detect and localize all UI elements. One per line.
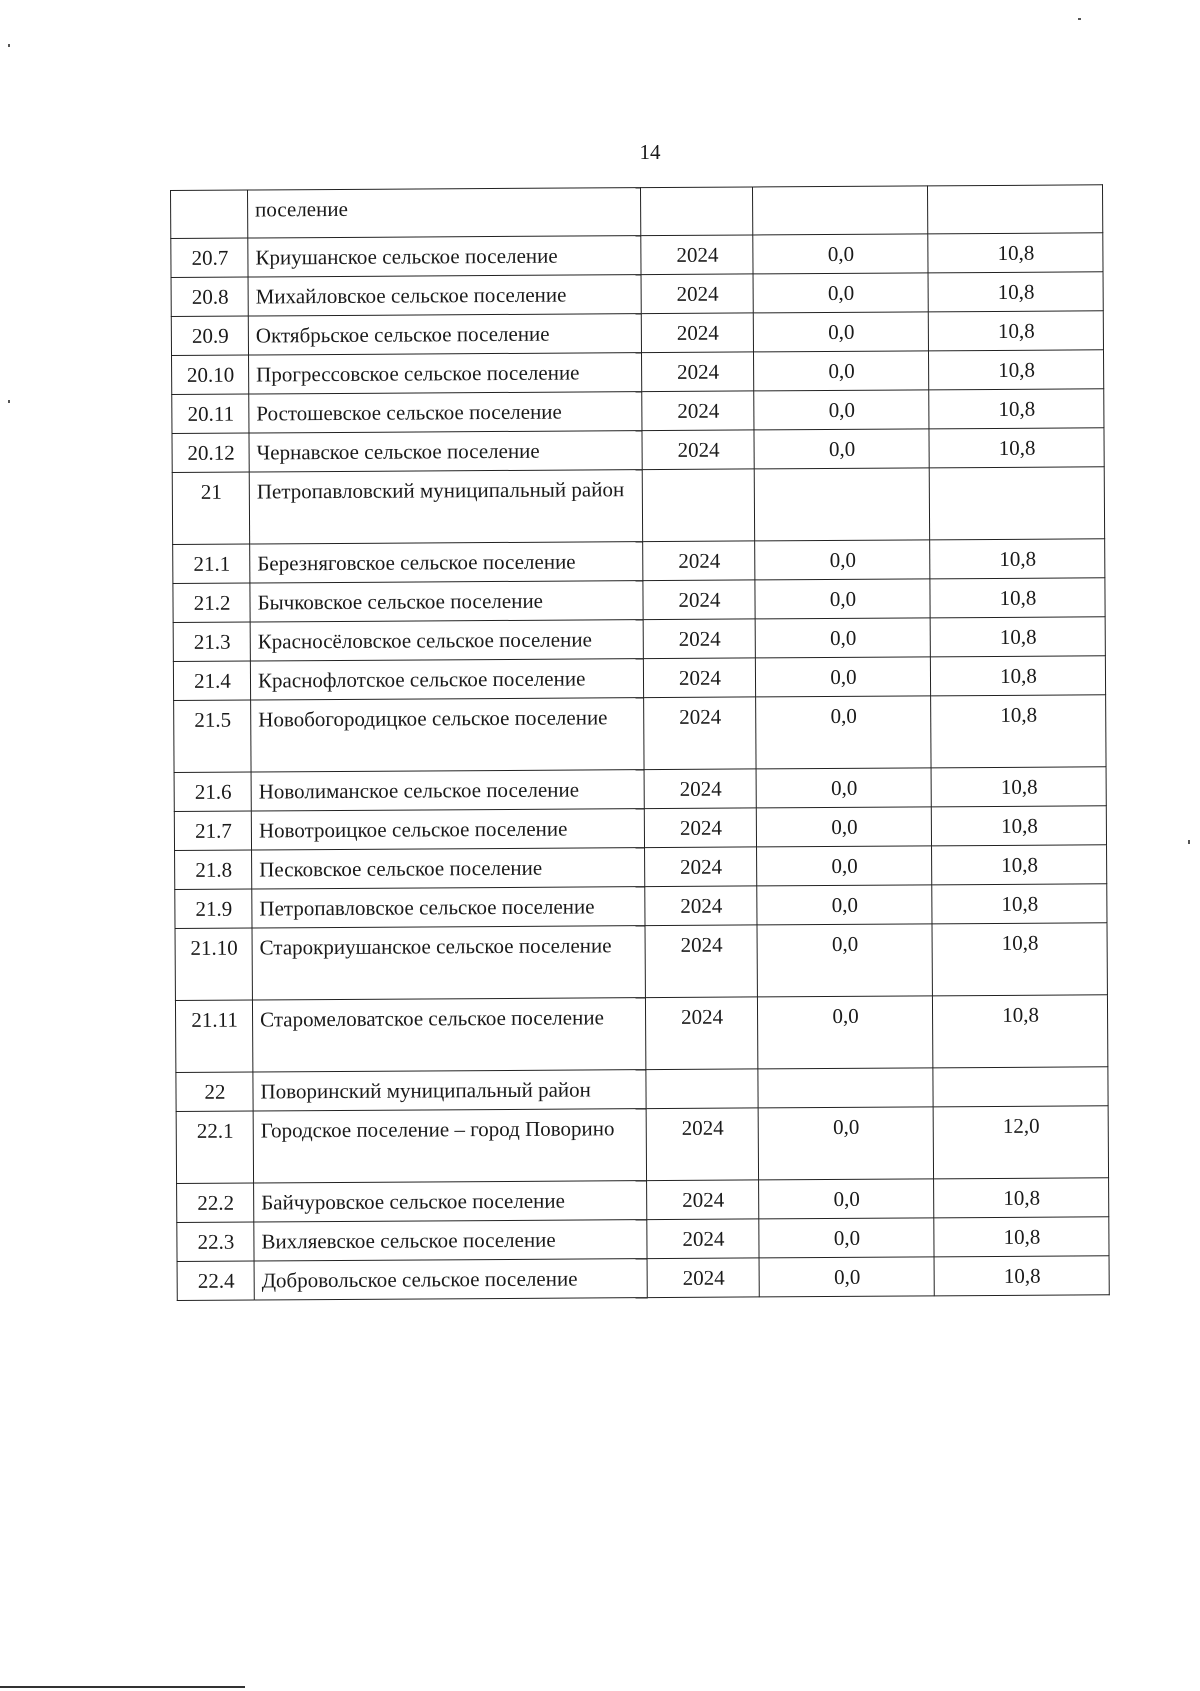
year-cell: 2024 xyxy=(642,430,754,470)
scan-speck xyxy=(1188,840,1190,844)
settlement-name-cell: Октябрьское сельское поселение xyxy=(248,314,641,355)
year-cell: 2024 xyxy=(643,580,755,620)
settlement-name-cell: Прогрессовское сельское поселение xyxy=(249,353,642,394)
table-row xyxy=(172,350,1104,395)
value-1-cell: 0,0 xyxy=(755,579,930,619)
table-row xyxy=(177,1256,1109,1301)
settlement-name-cell: Петропавловское сельское поселение xyxy=(252,887,645,928)
row-number-cell: 21.5 xyxy=(174,700,251,772)
value-1-cell: 0,0 xyxy=(759,1218,934,1258)
settlement-name-cell: Краснофлотское сельское поселение xyxy=(250,659,643,700)
settlement-name-cell: Михайловское сельское поселение xyxy=(248,275,641,316)
value-1-cell: 0,0 xyxy=(753,273,928,313)
value-2-cell: 10,8 xyxy=(930,578,1105,618)
value-1-cell: 0,0 xyxy=(759,1179,934,1219)
row-number-cell: 21.9 xyxy=(175,889,252,928)
value-1-cell: 0,0 xyxy=(753,312,928,352)
row-number-cell: 20.7 xyxy=(171,238,248,277)
table-body xyxy=(171,185,1110,1301)
value-1-cell: 0,0 xyxy=(758,1107,933,1180)
year-cell: 2024 xyxy=(641,274,753,314)
value-1-cell: 0,0 xyxy=(753,234,928,274)
year-cell: 2024 xyxy=(647,1219,759,1259)
value-1-cell xyxy=(758,1068,933,1108)
row-number-cell: 20.9 xyxy=(171,316,248,355)
year-cell: 2024 xyxy=(642,391,754,431)
value-2-cell: 10,8 xyxy=(932,884,1107,924)
year-cell: 2024 xyxy=(643,619,755,659)
value-2-cell: 10,8 xyxy=(931,695,1106,768)
row-number-cell: 22.4 xyxy=(177,1261,254,1300)
footer-rule xyxy=(0,1686,245,1688)
year-cell: 2024 xyxy=(645,997,757,1070)
row-number-cell: 21.2 xyxy=(173,583,250,622)
settlement-name-cell: Чернавское сельское поселение xyxy=(249,431,642,472)
year-cell: 2024 xyxy=(641,313,753,353)
value-2-cell: 10,8 xyxy=(928,272,1103,312)
value-1-cell xyxy=(752,186,927,235)
settlement-name-cell: Красносёловское сельское поселение xyxy=(250,620,643,661)
page-number: 14 xyxy=(639,140,661,164)
settlement-name-cell: Криушанское сельское поселение xyxy=(248,236,641,277)
value-1-cell: 0,0 xyxy=(754,429,929,469)
table-row xyxy=(175,884,1107,929)
table-row xyxy=(171,233,1103,278)
value-2-cell xyxy=(933,1067,1108,1107)
table-row xyxy=(175,995,1107,1073)
row-number-cell: 21.1 xyxy=(173,544,250,583)
year-cell: 2024 xyxy=(645,886,757,926)
row-number-cell xyxy=(171,190,248,238)
settlement-name-cell: Ростошевское сельское поселение xyxy=(249,392,642,433)
year-cell: 2024 xyxy=(647,1180,759,1220)
value-1-cell: 0,0 xyxy=(754,351,929,391)
table-row xyxy=(174,767,1106,812)
row-number-cell: 21 xyxy=(172,472,249,544)
table-row xyxy=(172,428,1104,473)
table-row xyxy=(171,272,1103,317)
table-row xyxy=(177,1178,1109,1223)
row-number-cell: 22.3 xyxy=(177,1222,254,1261)
value-1-cell: 0,0 xyxy=(759,1257,934,1297)
value-1-cell: 0,0 xyxy=(754,390,929,430)
settlement-name-cell: Новотроицкое сельское поселение xyxy=(251,809,644,850)
settlement-name-cell: Новобогородицкое сельское поселение xyxy=(251,698,644,772)
year-cell xyxy=(646,1069,758,1109)
settlement-name-cell: Байчуровское сельское поселение xyxy=(254,1181,647,1222)
settlement-name-cell: Петропавловский муниципальный район xyxy=(249,470,642,544)
value-2-cell: 10,8 xyxy=(932,923,1107,996)
year-cell: 2024 xyxy=(643,541,755,581)
row-number-cell: 22 xyxy=(176,1072,253,1111)
table-row xyxy=(171,311,1103,356)
table-row xyxy=(176,1067,1108,1112)
settlements-table xyxy=(170,184,1110,1301)
table-row xyxy=(173,617,1105,662)
value-1-cell: 0,0 xyxy=(755,540,930,580)
row-number-cell: 20.8 xyxy=(171,277,248,316)
value-1-cell: 0,0 xyxy=(756,768,931,808)
row-number-cell: 22.1 xyxy=(176,1111,253,1183)
settlement-name-cell: Поворинский муниципальный район xyxy=(253,1070,646,1111)
table-row xyxy=(174,695,1106,773)
settlement-name-cell: Городское поселение – город Поворино xyxy=(253,1109,646,1183)
row-number-cell: 21.7 xyxy=(174,811,251,850)
value-2-cell: 10,8 xyxy=(928,233,1103,273)
settlement-name-cell: Песковское сельское поселение xyxy=(252,848,645,889)
scan-speck xyxy=(8,400,10,403)
value-2-cell xyxy=(927,185,1102,234)
table-row xyxy=(176,1106,1108,1184)
year-cell: 2024 xyxy=(641,235,753,275)
value-1-cell: 0,0 xyxy=(755,657,930,697)
value-2-cell xyxy=(929,467,1104,540)
value-1-cell: 0,0 xyxy=(757,924,932,997)
value-2-cell: 10,8 xyxy=(934,1256,1109,1296)
value-2-cell: 10,8 xyxy=(929,428,1104,468)
value-2-cell: 10,8 xyxy=(934,1178,1109,1218)
scan-speck xyxy=(1078,18,1081,20)
value-2-cell: 10,8 xyxy=(929,389,1104,429)
year-cell: 2024 xyxy=(647,1258,759,1298)
value-1-cell: 0,0 xyxy=(755,618,930,658)
settlement-name-cell: Добровольское сельское поселение xyxy=(254,1259,647,1300)
row-number-cell: 20.12 xyxy=(172,433,249,472)
value-2-cell: 10,8 xyxy=(934,1217,1109,1257)
table-row xyxy=(173,578,1105,623)
settlement-name-cell: Новолиманское сельское поселение xyxy=(251,770,644,811)
row-number-cell: 21.6 xyxy=(174,772,251,811)
year-cell: 2024 xyxy=(644,808,756,848)
settlement-name-cell: Березняговское сельское поселение xyxy=(250,542,643,583)
table-row xyxy=(173,656,1105,701)
table-row xyxy=(177,1217,1109,1262)
value-1-cell: 0,0 xyxy=(756,807,931,847)
year-cell: 2024 xyxy=(644,697,756,770)
scan-speck xyxy=(8,44,10,47)
settlement-name-cell: Старомеловатское сельское поселение xyxy=(252,998,645,1072)
year-cell: 2024 xyxy=(643,658,755,698)
year-cell: 2024 xyxy=(646,1108,758,1181)
year-cell: 2024 xyxy=(645,925,757,998)
table-row xyxy=(171,185,1103,239)
table-row xyxy=(173,539,1105,584)
year-cell xyxy=(642,469,754,542)
table-row xyxy=(172,389,1104,434)
row-number-cell: 21.8 xyxy=(175,850,252,889)
settlement-name-cell: поселение xyxy=(248,188,641,238)
value-1-cell: 0,0 xyxy=(757,846,932,886)
value-2-cell: 10,8 xyxy=(931,767,1106,807)
value-2-cell: 12,0 xyxy=(933,1106,1108,1179)
value-2-cell: 10,8 xyxy=(928,311,1103,351)
value-1-cell: 0,0 xyxy=(757,996,932,1069)
row-number-cell: 20.11 xyxy=(172,394,249,433)
table-row xyxy=(174,806,1106,851)
row-number-cell: 21.4 xyxy=(173,661,250,700)
year-cell: 2024 xyxy=(644,769,756,809)
table-row xyxy=(172,467,1104,545)
row-number-cell: 20.10 xyxy=(172,355,249,394)
value-2-cell: 10,8 xyxy=(932,845,1107,885)
value-2-cell: 10,8 xyxy=(930,617,1105,657)
value-1-cell xyxy=(754,468,929,541)
value-1-cell: 0,0 xyxy=(757,885,932,925)
year-cell xyxy=(640,187,752,236)
value-2-cell: 10,8 xyxy=(930,656,1105,696)
row-number-cell: 22.2 xyxy=(177,1183,254,1222)
table-row xyxy=(175,923,1107,1001)
settlement-name-cell: Бычковское сельское поселение xyxy=(250,581,643,622)
row-number-cell: 21.10 xyxy=(175,928,252,1000)
value-2-cell: 10,8 xyxy=(930,539,1105,579)
value-2-cell: 10,8 xyxy=(931,806,1106,846)
row-number-cell: 21.3 xyxy=(173,622,250,661)
value-1-cell: 0,0 xyxy=(756,696,931,769)
value-2-cell: 10,8 xyxy=(928,350,1103,390)
table-row xyxy=(175,845,1107,890)
value-2-cell: 10,8 xyxy=(932,995,1107,1068)
row-number-cell: 21.11 xyxy=(175,1000,252,1072)
settlement-name-cell: Старокриушанское сельское поселение xyxy=(252,926,645,1000)
year-cell: 2024 xyxy=(642,352,754,392)
settlement-name-cell: Вихляевское сельское поселение xyxy=(254,1220,647,1261)
year-cell: 2024 xyxy=(645,847,757,887)
